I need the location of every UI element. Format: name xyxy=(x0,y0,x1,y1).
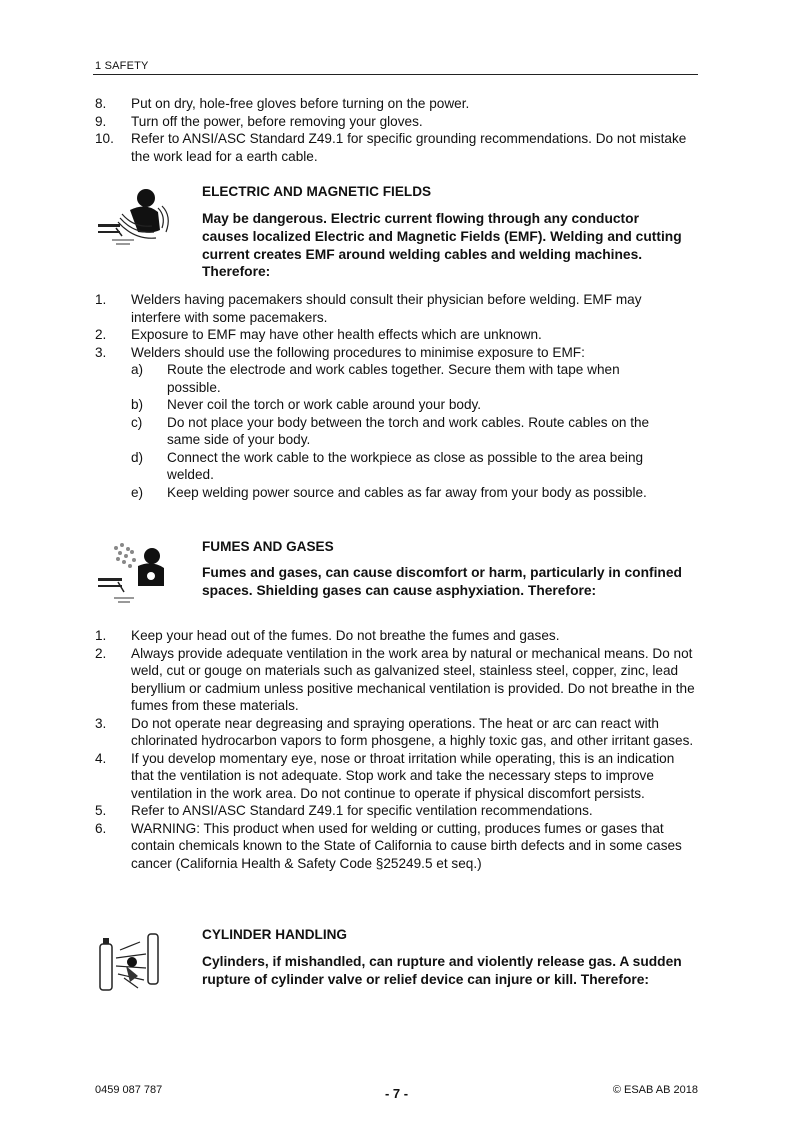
list-item: 2. Always provide adequate ventilation in the work area by natural or mechanical means. Do not weld, cut or gouge on materials such as galvanized steel, stainless steel, copper, zinc, lead beryllium or cadmium unless positive mechanical ventilation is provided. Do not breathe in the fumes from these materials. xyxy=(95,645,695,713)
copyright: © ESAB AB 2018 xyxy=(612,1084,698,1096)
list-item: 8. Put on dry, hole-free gloves before turning on the power. xyxy=(95,96,470,111)
cylinder-handling-icon xyxy=(94,928,174,994)
fumes-and-gases-icon xyxy=(94,540,174,610)
emf-sublist xyxy=(131,361,661,501)
fumes-intro: Fumes and gases, can cause discomfort or harm, particularly in confined spaces. Shielding gases can cause asphyxiation. Therefore: xyxy=(202,565,682,598)
doc-number: 0459 087 787 xyxy=(95,1084,163,1096)
fumes-list xyxy=(95,627,695,872)
list-item: b) Never coil the torch or work cable around your body. xyxy=(131,397,482,412)
list-item: 2. Exposure to EMF may have other health effects which are unknown. xyxy=(95,327,542,342)
list-item: 10. Refer to ANSI/ASC Standard Z49.1 for specific grounding recommendations. Do not mistake the work lead for a earth cable. xyxy=(95,131,687,164)
header-rule xyxy=(93,74,698,75)
list-item: 4. If you develop momentary eye, nose or throat irritation while operating, this is an indication that the ventilation is not adequate. Stop work and take the necessary steps to improve ventilation in the work area. Do not continue to operate if physical discomfort persists. xyxy=(95,750,675,801)
page-number: - 7 - xyxy=(384,1086,409,1101)
list-item: 1. Welders having pacemakers should consult their physician before welding. EMF may interfere with some pacemakers. xyxy=(95,292,642,325)
page-header: 1 SAFETY xyxy=(95,60,149,72)
emf-list xyxy=(95,291,695,501)
list-item: a) Route the electrode and work cables together. Secure them with tape when possible. xyxy=(131,362,620,395)
list-item: e) Keep welding power source and cables as far away from your body as possible. xyxy=(131,484,647,500)
list-item: 3. Welders should use the following procedures to minimise exposure to EMF: a) Route the electrode and work cables together. Secure them with tape when possible. b) Never coil the torch or work cable around your body. c) Do not place your body between the torch and work cables. Route cables on the same side of your body. d) Connect the work cable to the workpiece as close as possible to the area being welded. e) Keep welding power source and cables as far away from your body as possible. xyxy=(95,344,695,502)
fumes-title: FUMES AND GASES xyxy=(202,539,334,554)
cylinder-intro: Cylinders, if mishandled, can rupture and violently release gas. A sudden rupture of cylinder valve or relief device can injure or kill. Therefore: xyxy=(202,954,682,987)
list-item: 1. Keep your head out of the fumes. Do not breathe the fumes and gases. xyxy=(95,628,560,643)
list-item: d) Connect the work cable to the workpiece as close as possible to the area being welded. xyxy=(131,449,644,482)
list-item: c) Do not place your body between the torch and work cables. Route cables on the same side of your body. xyxy=(131,414,650,447)
list-item: 3. Do not operate near degreasing and spraying operations. The heat or arc can react with chlorinated hydrocarbon vapors to form phosgene, a highly toxic gas, and other irritant gases. xyxy=(95,715,694,748)
emf-intro: May be dangerous. Electric current flowing through any conductor causes localized Electric and Magnetic Fields (EMF). Welding and cutting current creates EMF around welding cables and welding machines. Therefore: xyxy=(202,211,682,280)
list-item: 9. Turn off the power, before removing your gloves. xyxy=(95,113,423,129)
cylinder-title: CYLINDER HANDLING xyxy=(202,927,347,942)
top-list xyxy=(95,95,695,165)
list-item: 6. WARNING: This product when used for welding or cutting, produces fumes or gases that contain chemicals known to the State of California to cause birth defects and in some cases cancer (California Health & Safety Code §25249.5 et seq.) xyxy=(95,820,682,871)
emf-title: ELECTRIC AND MAGNETIC FIELDS xyxy=(202,184,432,199)
list-item: 5. Refer to ANSI/ASC Standard Z49.1 for specific ventilation recommendations. xyxy=(95,803,593,818)
electric-magnetic-fields-icon xyxy=(94,184,184,250)
